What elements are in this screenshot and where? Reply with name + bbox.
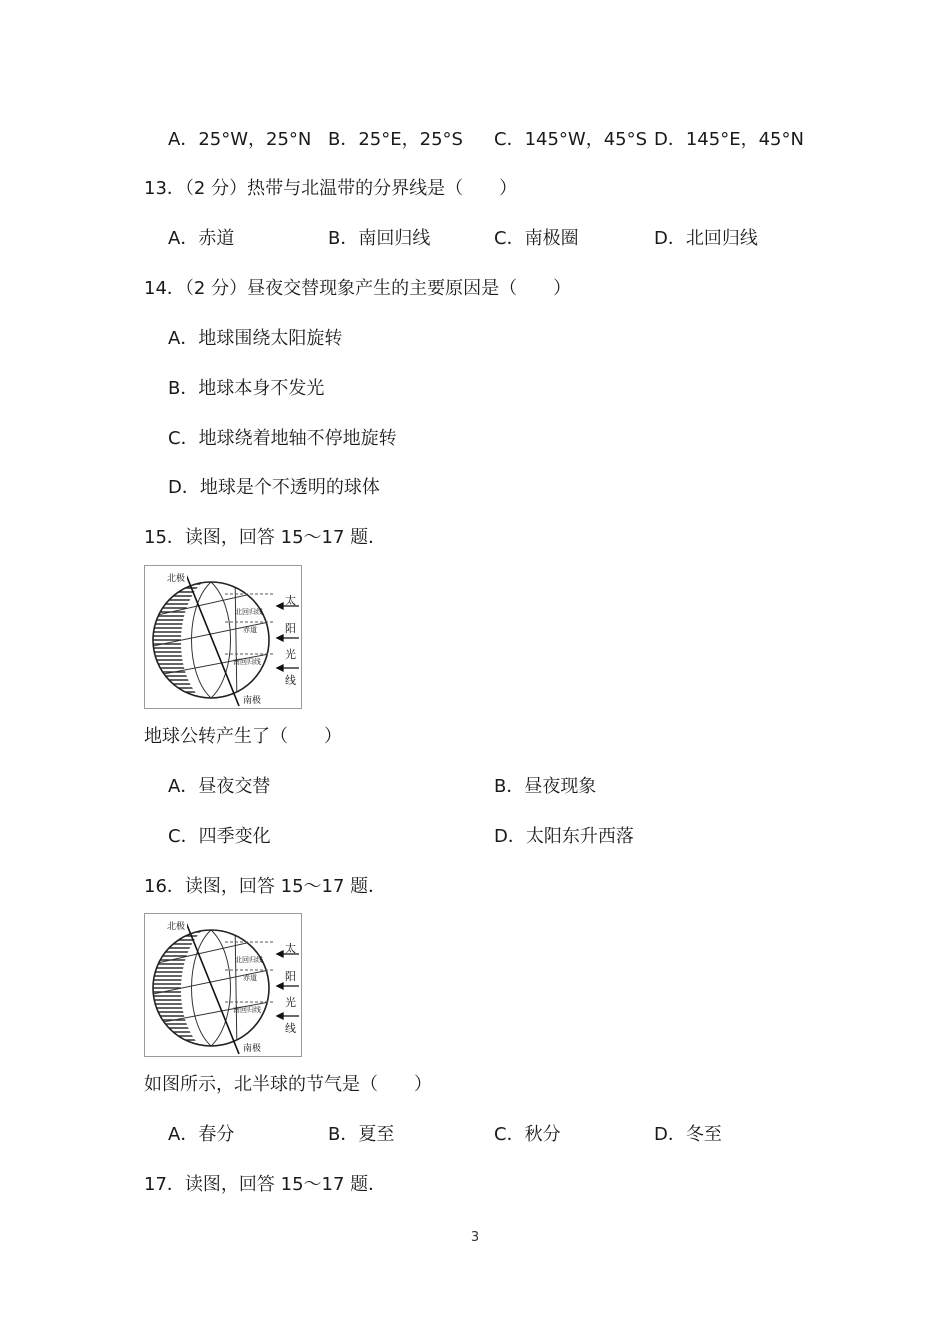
sunlight-char-2: 阳 (285, 622, 296, 635)
q14-option-d: D．地球是个不透明的球体 (168, 477, 380, 498)
q12-option-d: D．145°E，45°N (654, 129, 804, 150)
tropic-capricorn-label: 南回归线 (233, 658, 261, 666)
sunlight-char-2: 阳 (285, 970, 296, 983)
q16-option-d: D．冬至 (654, 1124, 722, 1145)
q16-option-a: A．春分 (168, 1124, 235, 1145)
q16-question: 如图所示，北半球的节气是（ ） (144, 1074, 432, 1095)
north-pole-label: 北极 (167, 922, 186, 932)
q12-option-c: C．145°W，45°S (494, 129, 648, 150)
q16-stem: 16．读图，回答 15～17 题． (144, 876, 387, 897)
q15-option-d: D．太阳东升西落 (494, 826, 634, 847)
q16-earth-figure (144, 913, 302, 1057)
page-number: 3 (470, 1230, 480, 1245)
tropic-capricorn-label: 南回归线 (233, 1006, 261, 1014)
q13-option-b: B．南回归线 (328, 228, 431, 249)
q16-option-b: B．夏至 (328, 1124, 395, 1145)
sunlight-char-4: 线 (285, 1022, 296, 1035)
q17-stem: 17．读图，回答 15～17 题． (144, 1174, 387, 1195)
equator-label: 赤道 (243, 626, 257, 634)
sunlight-char-4: 线 (285, 674, 296, 687)
q14-option-a: A．地球围绕太阳旋转 (168, 328, 343, 349)
south-pole-label: 南极 (243, 1044, 262, 1054)
q15-question: 地球公转产生了（ ） (144, 726, 342, 747)
tropic-cancer-label: 北回归线 (235, 956, 263, 964)
south-pole-label: 南极 (243, 696, 262, 706)
q14-option-b: B．地球本身不发光 (168, 378, 325, 399)
q14-stem: 14．（2 分）昼夜交替现象产生的主要原因是（ ） (144, 278, 572, 299)
q13-option-a: A．赤道 (168, 228, 235, 249)
north-pole-label: 北极 (167, 574, 186, 584)
sunlight-char-3: 光 (285, 648, 296, 661)
q12-option-a: A．25°W，25°N (168, 129, 312, 150)
q15-option-a: A．昼夜交替 (168, 776, 271, 797)
q13-stem: 13．（2 分）热带与北温带的分界线是（ ） (144, 178, 518, 199)
q13-option-d: D．北回归线 (654, 228, 758, 249)
q12-option-b: B．25°E，25°S (328, 129, 463, 150)
tropic-cancer-label: 北回归线 (235, 608, 263, 616)
sunlight-char-3: 光 (285, 996, 296, 1009)
q15-earth-figure (144, 565, 302, 709)
q15-stem: 15．读图，回答 15～17 题． (144, 527, 387, 548)
q13-option-c: C．南极圈 (494, 228, 579, 249)
q16-option-c: C．秋分 (494, 1124, 561, 1145)
sunlight-char-1: 太 (285, 594, 296, 607)
q15-option-b: B．昼夜现象 (494, 776, 597, 797)
equator-label: 赤道 (243, 974, 257, 982)
sunlight-char-1: 太 (285, 942, 296, 955)
q14-option-c: C．地球绕着地轴不停地旋转 (168, 428, 397, 449)
q15-option-c: C．四季变化 (168, 826, 271, 847)
